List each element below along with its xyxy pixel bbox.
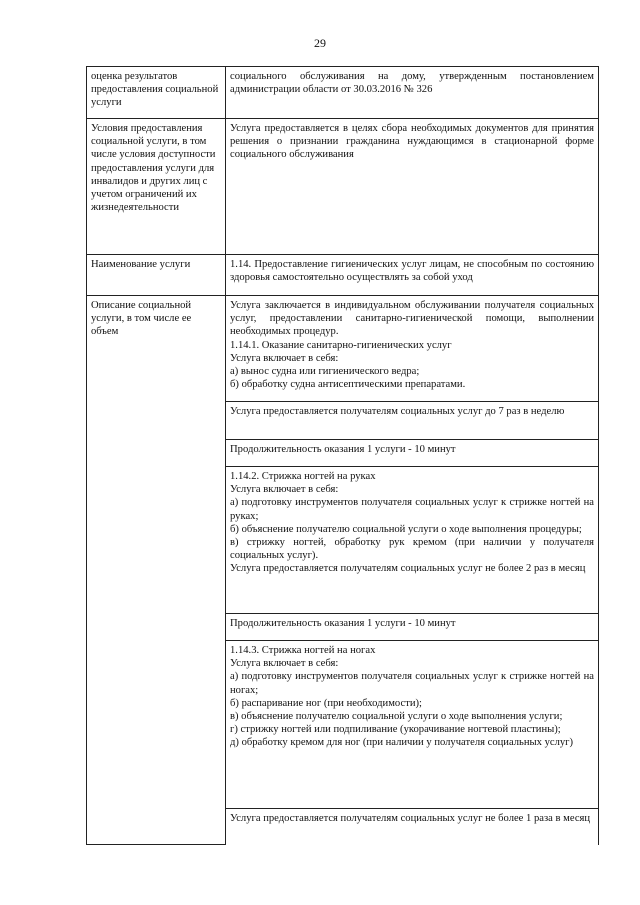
- text-line: а) вынос судна или гигиенического ведра;: [230, 366, 420, 378]
- text-line: 1.14.2. Стрижка ногтей на руках: [230, 471, 376, 482]
- text-line: а) подготовку инструментов получателя социальных услуг к стрижке ногтей на ногах;: [230, 671, 594, 696]
- text-line: д) обработку кремом для ног (при наличии у получателя социальных услуг): [230, 737, 574, 749]
- description-cell: [226, 440, 599, 467]
- text-line: Услуга предоставляется получателям социальных услуг не более 1 раза в месяц: [230, 813, 591, 824]
- row-content: Услуга предоставляется в целях сбора необходимых документов для принятия решения о признании гражданина нуждающимся в стационарной форме социального обслуживания: [226, 119, 599, 255]
- text-line: г) стрижку ногтей или подпиливание (укорачивание ногтевой пластины);: [230, 724, 561, 736]
- text-line: б) распаривание ног (при необходимости);: [230, 697, 422, 709]
- row-label: Условия предоставления социальной услуги, в том числе условия доступности предоставления услуги для инвалидов и других лиц с учетом ограничений их жизнедеятельности: [87, 119, 226, 255]
- text-line: в) объяснение получателю социальной услуги о ходе выполнения услуги;: [230, 711, 563, 723]
- row-content: социального обслуживания на дому, утвержденным постановлением администрации области от 30.03.2016 № 326: [226, 67, 599, 119]
- row-label: оценка результатов предоставления социальной услуги: [87, 67, 226, 119]
- row-content: 1.14. Предоставление гигиенических услуг лицам, не способным по состоянию здоровья самостоятельно осуществлять за собой уход: [226, 255, 599, 296]
- description-label: Описание социальной услуги, в том числе ее объем: [87, 296, 226, 845]
- text-line: Продолжительность оказания 1 услуги - 10 минут: [230, 444, 456, 455]
- row-label: Наименование услуги: [87, 255, 226, 296]
- description-cell: [226, 809, 599, 845]
- services-table: [86, 66, 599, 845]
- description-cell: [226, 402, 599, 440]
- table-row: [87, 296, 599, 402]
- text-line: Услуга включает в себя:: [230, 658, 339, 670]
- text-line: Услуга включает в себя:: [230, 352, 339, 364]
- table-row: [87, 67, 599, 119]
- text-line: б) обработку судна антисептическими препаратами.: [230, 379, 466, 391]
- text-line: Услуга заключается в индивидуальном обслуживании получателя социальных услуг, предоставлении санитарно-гигиенической помощи, выполнении необходимых процедур.: [230, 300, 594, 338]
- text-line: а) подготовку инструментов получателя социальных услуг к стрижке ногтей на руках;: [230, 497, 594, 522]
- text-line: 1.14.1. Оказание санитарно-гигиенических услуг: [230, 339, 452, 351]
- description-cell: [226, 296, 599, 402]
- description-cell: [226, 467, 599, 614]
- text-line: Услуга предоставляется получателям социальных услуг не более 2 раз в месяц: [230, 563, 586, 575]
- text-line: Услуга предоставляется получателям социальных услуг до 7 раз в неделю: [230, 406, 565, 417]
- text-line: 1.14.3. Стрижка ногтей на ногах: [230, 645, 376, 656]
- description-cell: [226, 614, 599, 641]
- page-number: 29: [314, 36, 326, 50]
- text-line: б) объяснение получателю социальной услуги о ходе выполнения процедуры;: [230, 523, 582, 535]
- table-row: [87, 119, 599, 255]
- text-line: в) стрижку ногтей, обработку рук кремом (при наличии у получателя социальных услуг).: [230, 537, 594, 562]
- text-line: Услуга включает в себя:: [230, 484, 339, 496]
- text-line: Продолжительность оказания 1 услуги - 10 минут: [230, 618, 456, 629]
- table-row: [87, 255, 599, 296]
- description-cell: [226, 641, 599, 809]
